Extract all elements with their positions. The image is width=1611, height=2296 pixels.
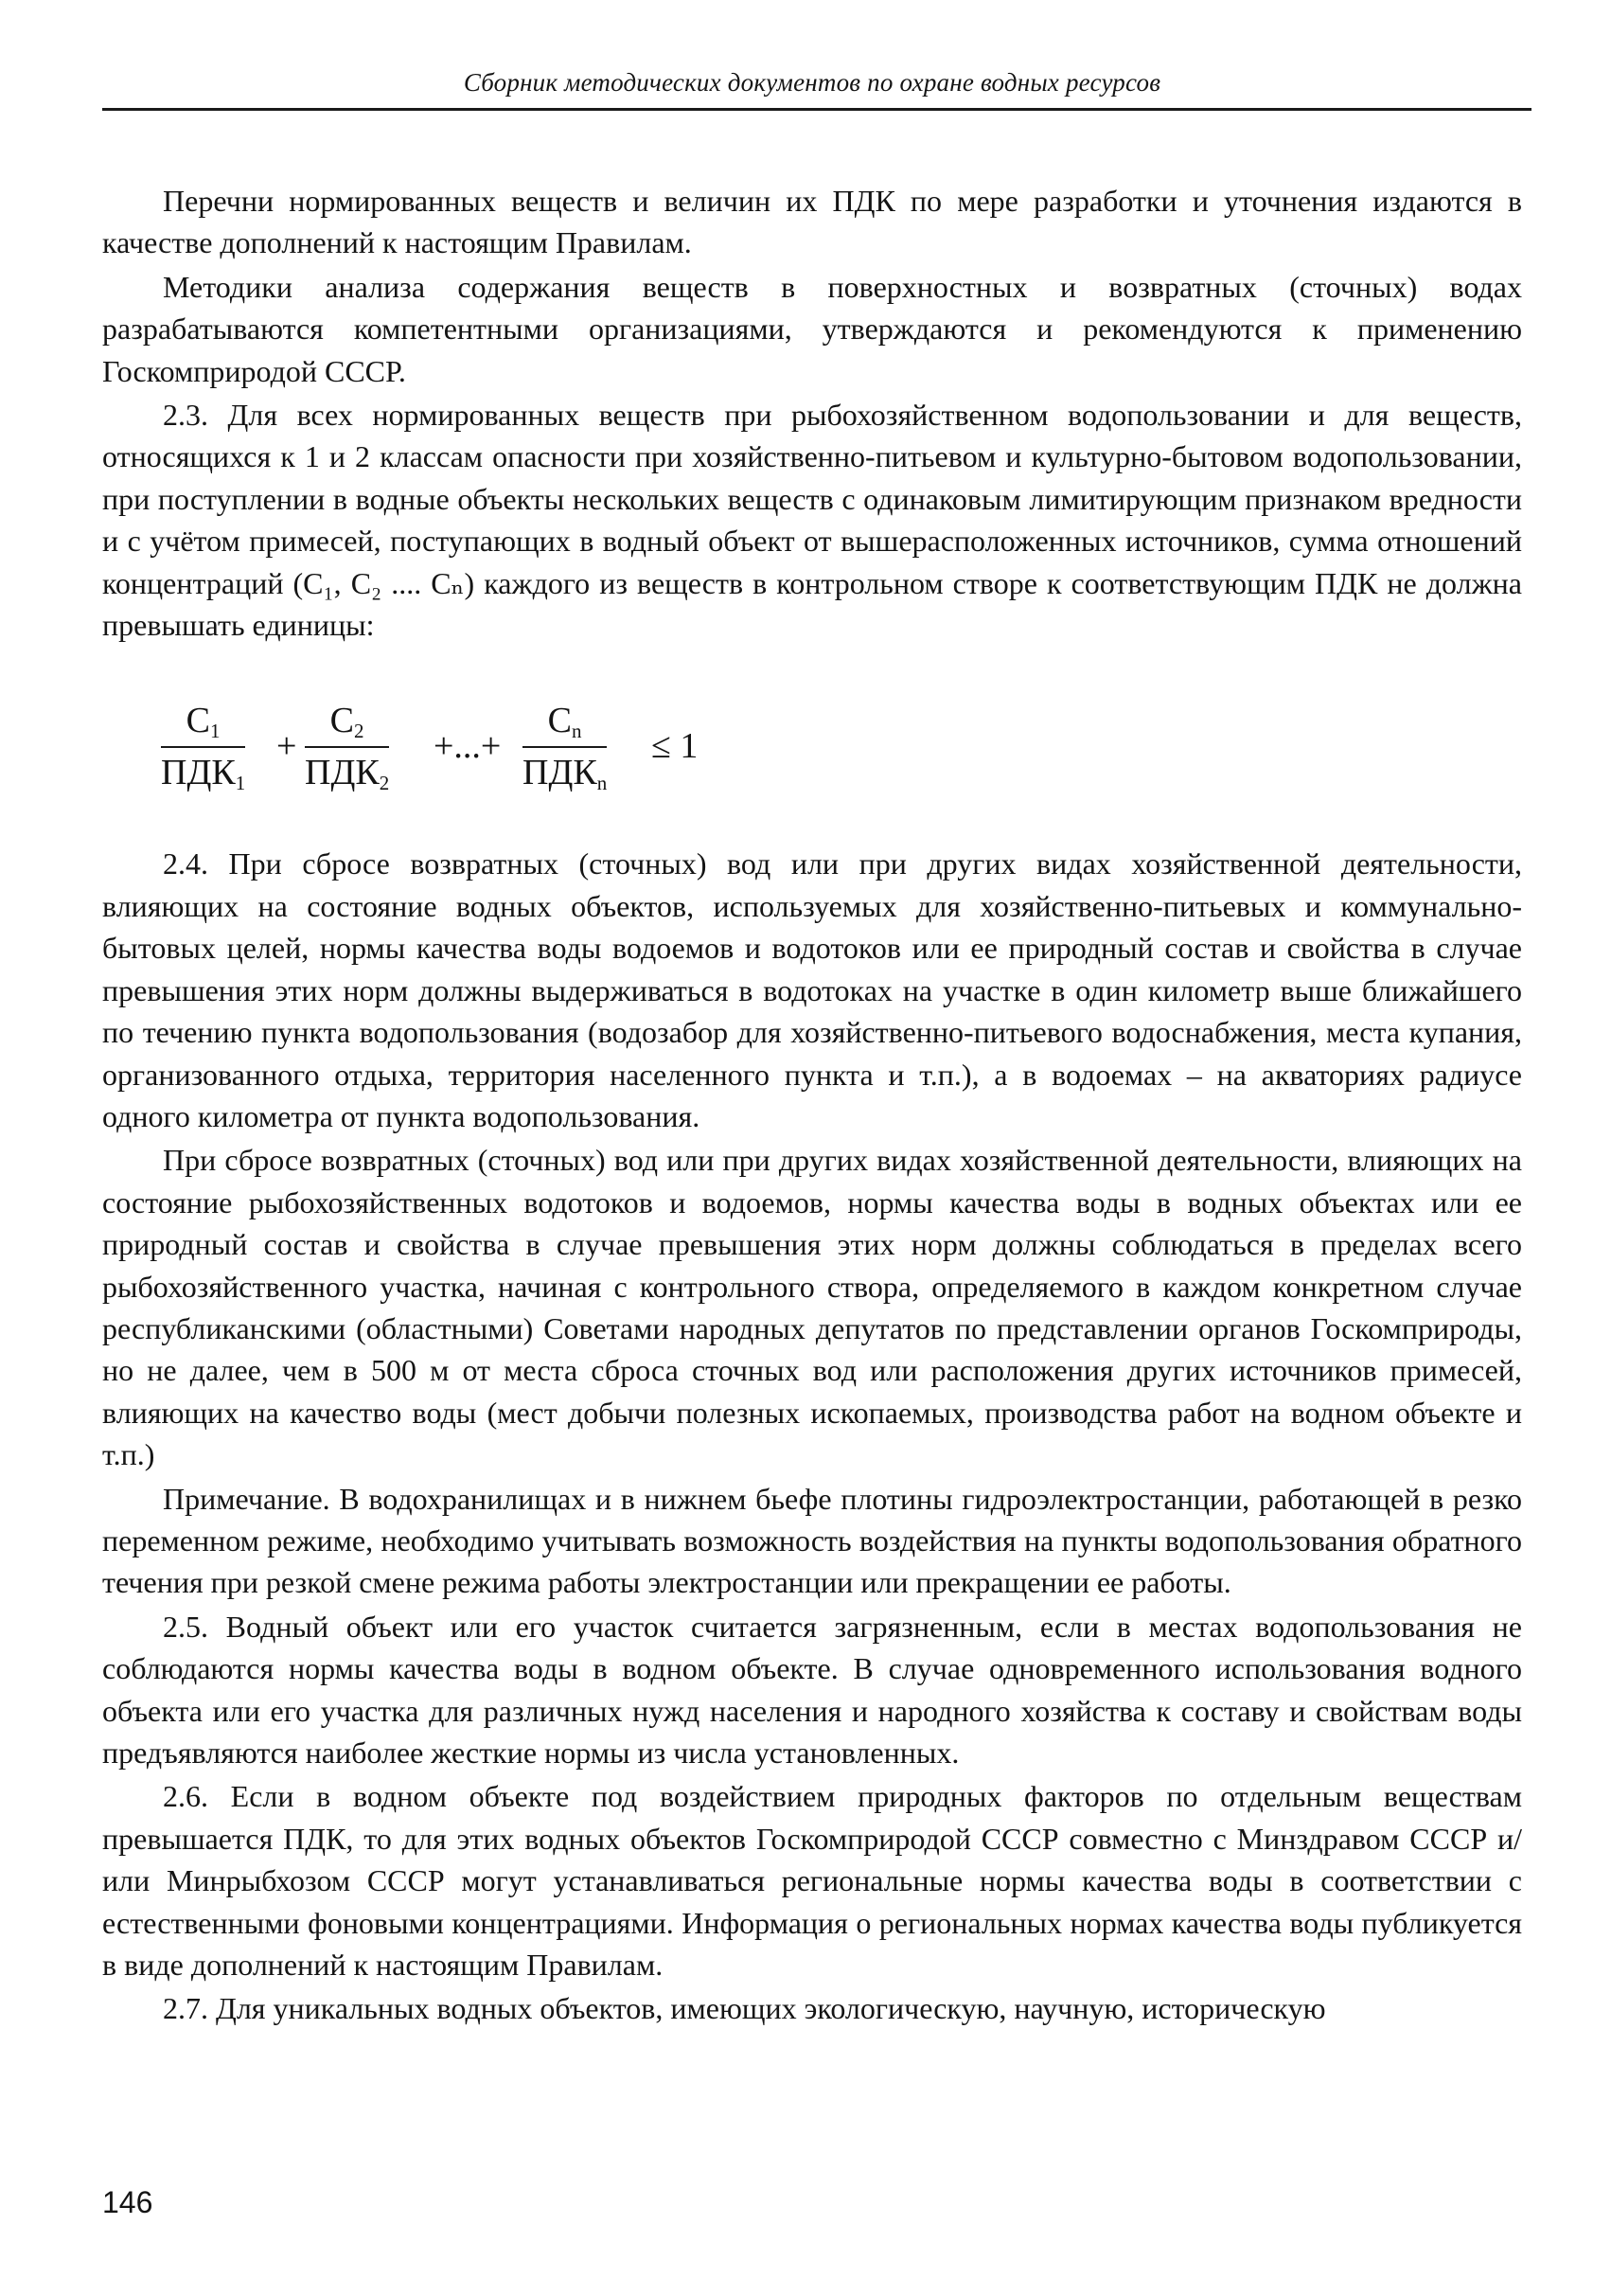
- header-rule: [102, 108, 1531, 111]
- paragraph: Перечни нормированных веществ и величин их ПДК по мере разработки и уточнения издаются в качестве дополнений к настоящим Правилам.: [102, 184, 1522, 260]
- paragraph: Примечание. В водохранилищах и в нижнем бьефе плотины гидроэлектростанции, работающей в резко переменном режиме, необходимо учитывать возможность воздействия на пункты водопользования обратного течения при резкой смене режима работы электростанции или прекращении ее работы.: [102, 1481, 1522, 1600]
- paragraph: 2.3. Для всех нормированных веществ при рыбохозяйственном водопользовании и для веществ, относящихся к 1 и 2 классам опасности при хозяйственно-питьевом и культурно-бытовом водопользовании, при поступлении в водные объекты нескольких веществ с одинаковым лимитирующим признаком вредности и с учётом примесей, поступающих в водный объект от вышерасположенных источников, сумма отношений концентраций (C₁, C₂ .... Cₙ) каждого из веществ в контрольном створе к соответствующим ПДК не должна превышать единицы:: [102, 398, 1522, 643]
- paragraph: Методики анализа содержания веществ в поверхностных и возвратных (сточных) водах разрабатываются компетентными организациями, утверждаются и рекомендуются к применению Госкомприродой СССР.: [102, 269, 1522, 388]
- fraction-1: [161, 699, 245, 795]
- numerator: $C_n$: [522, 699, 607, 748]
- fraction-n: [522, 699, 607, 795]
- paragraph: 2.7. Для уникальных водных объектов, имеющих экологическую, научную, историческую: [163, 1991, 1326, 2026]
- relation-le-one: ≤ 1: [651, 726, 699, 767]
- numerator: $C_2$: [305, 699, 389, 748]
- denominator: $ПДК_2$: [305, 753, 390, 795]
- paragraph: 2.6. Если в водном объекте под воздействием природных факторов по отдельным веществам превышается ПДК, то для этих водных объектов Госкомприродой СССР совместно с Минздравом СССР и/или Минрыбхозом СССР могут устанавливаться региональные нормы качества воды в соответствии с естественными фоновыми концентрациями. Информация о региональных нормах качества воды публикуется в виде дополнений к настоящим Правилам.: [102, 1779, 1522, 1983]
- formula-sum-of-ratios: [102, 648, 1522, 828]
- denominator: $ПДК_1$: [161, 753, 246, 795]
- paragraph: При сбросе возвратных (сточных) вод или при других видах хозяйственной деятельности, влияющих на состояние рыбохозяйственных водотоков и водоемов, нормы качества воды в водных объектах или ее природный состав и свойства в случае превышения этих норм должны соблюдаться в пределах всего рыбохозяйственного участка, начиная с контрольного створа, определяемого в каждом конкретном случае республиканскими (областными) Советами народных депутатов по представлении органов Госкомприроды, но не далее, чем в 500 м от места сброса сточных вод или расположения других источников примесей, влияющих на качество воды (мест добычи полезных ископаемых, производства работ на водном объекте и т.п.): [102, 1143, 1522, 1472]
- body-text: [102, 180, 1522, 2032]
- plus-sign: +: [276, 726, 297, 767]
- numerator: $C_1$: [161, 699, 245, 748]
- paragraph: 2.5. Водный объект или его участок считается загрязненным, если в местах водопользования не соблюдаются нормы качества воды в водном объекте. В случае одновременного использования водного объекта или его участка для различных нужд населения и народного хозяйства к составу и свойствам воды предъявляются наиболее жесткие нормы из числа установленных.: [102, 1609, 1522, 1770]
- page-number: 146: [102, 2185, 153, 2219]
- paragraph: 2.4. При сбросе возвратных (сточных) вод или при других видах хозяйственной деятельности, влияющих на состояние водных объектов, используемых для хозяйственно-питьевых и коммунально-бытовых целей, нормы качества воды водоемов и водотоков или ее природный состав и свойства в случае превышения этих норм должны выдерживаться в водотоках на участке в один километр выше ближайшего по течению пункта водопользования (водозабор для хозяйственно-питьевого водоснабжения, места купания, организованного отдыха, территория населенного пункта и т.п.), а в водоемах – на акваториях радиусе одного километра от пункта водопользования.: [102, 846, 1522, 1133]
- running-header: Сборник методических документов по охране водных ресурсов: [463, 68, 1161, 97]
- fraction-2: [305, 699, 389, 795]
- denominator: $ПДК_n$: [522, 753, 608, 795]
- ellipsis-operator: +...+: [434, 726, 502, 767]
